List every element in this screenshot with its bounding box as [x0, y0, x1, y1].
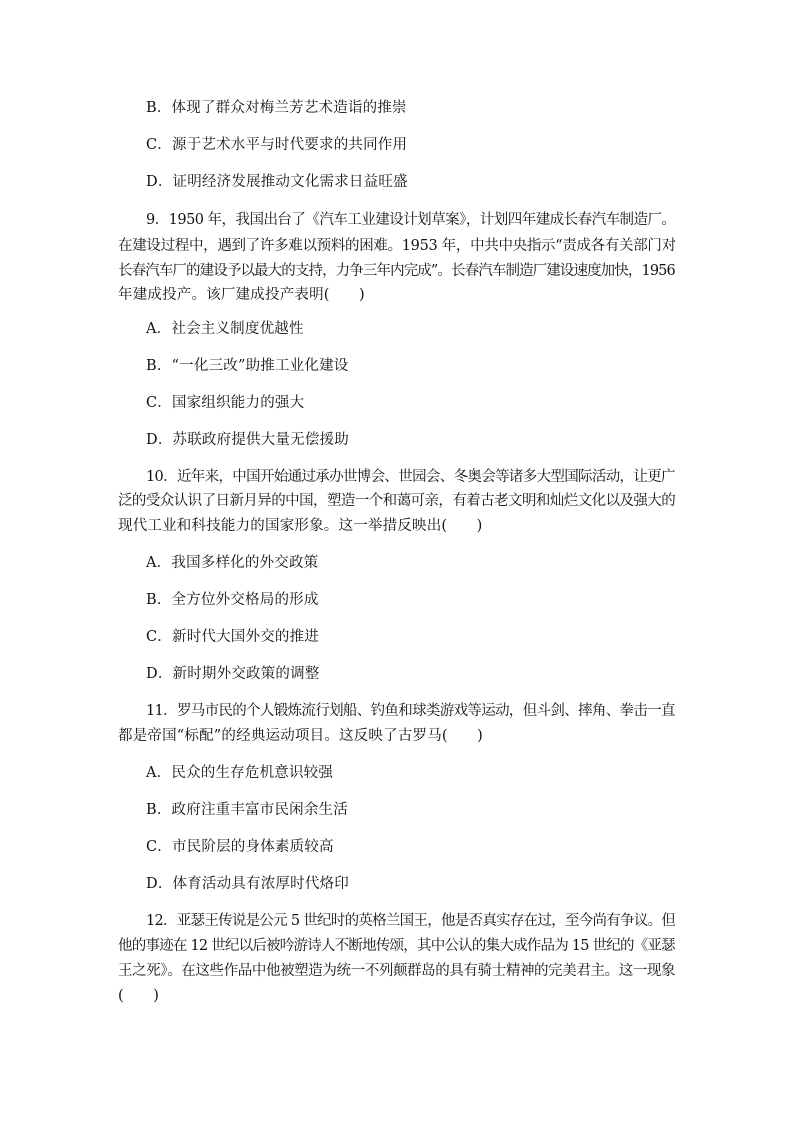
q8-option-d: D．证明经济发展推动文化需求日益旺盛 [146, 174, 408, 190]
q11-option-b: B．政府注重丰富市民闲余生活 [146, 802, 348, 818]
q10-stem-line-1: 10．近年来，中国开始通过承办世博会、世园会、冬奥会等诸多大型国际活动，让更广 [146, 469, 675, 485]
q9-stem-line-1: 9．1950 年，我国出台了《汽车工业建设计划草案》，计划四年建成长春汽车制造厂。 [146, 212, 676, 228]
q9-option-c: C．国家组织能力的强大 [146, 395, 305, 411]
q11-option-d: D．体育活动具有浓厚时代烙印 [146, 876, 349, 892]
q9-option-a: A．社会主义制度优越性 [146, 321, 304, 337]
q10-option-c: C．新时代大国外交的推进 [146, 629, 319, 645]
q9-option-d: D．苏联政府提供大量无偿援助 [146, 432, 349, 448]
q10-option-d: D．新时期外交政策的调整 [146, 666, 320, 682]
q11-option-c: C．市民阶层的身体素质较高 [146, 839, 334, 855]
q9-option-b: B．“一化三改”助推工业化建设 [146, 358, 349, 374]
q10-option-a: A．我国多样化的外交政策 [146, 555, 319, 571]
q12-stem-line-3: 王之死》。在这些作品中他被塑造为统一不列颠群岛的具有骑士精神的完美君主。这一现象 [118, 963, 676, 979]
q8-option-c: C．源于艺术水平与时代要求的共同作用 [146, 137, 408, 153]
q12-stem-line-4: ( ) [118, 988, 160, 1004]
q11-stem-line-2: 都是帝国“标配”的经典运动项目。这反映了古罗马( ) [118, 728, 484, 744]
q9-stem-line-3: 长春汽车厂的建设予以最大的支持，力争三年内完成”。长春汽车制造厂建设速度加快，1956 [118, 263, 675, 279]
q12-stem-line-2: 他的事迹在 12 世纪以后被吟游诗人不断地传颂，其中公认的集大成作品为 15 世纪的《亚瑟 [118, 938, 675, 954]
q11-option-a: A．民众的生存危机意识较强 [146, 765, 334, 781]
q10-stem-line-2: 泛的受众认识了日新月异的中国，塑造一个和蔼可亲，有着古老文明和灿烂文化以及强大的 [118, 493, 676, 509]
q10-option-b: B．全方位外交格局的形成 [146, 592, 319, 608]
q11-stem-line-1: 11．罗马市民的个人锻炼流行划船、钓鱼和球类游戏等运动，但斗剑、摔角、拳击一直 [146, 703, 675, 719]
q12-stem-line-1: 12．亚瑟王传说是公元 5 世纪时的英格兰国王，他是否真实存在过，至今尚有争议。但 [146, 913, 676, 929]
q8-option-b: B．体现了群众对梅兰芳艺术造诣的推崇 [146, 100, 407, 116]
q9-stem-line-2: 在建设过程中，遇到了许多难以预料的困难。1953 年，中共中央指示“责成各有关部门对 [118, 238, 676, 254]
q9-stem-line-4: 年建成投产。该厂建成投产表明( ) [118, 287, 365, 303]
q10-stem-line-3: 现代工业和科技能力的国家形象。这一举措反映出( ) [118, 518, 483, 534]
